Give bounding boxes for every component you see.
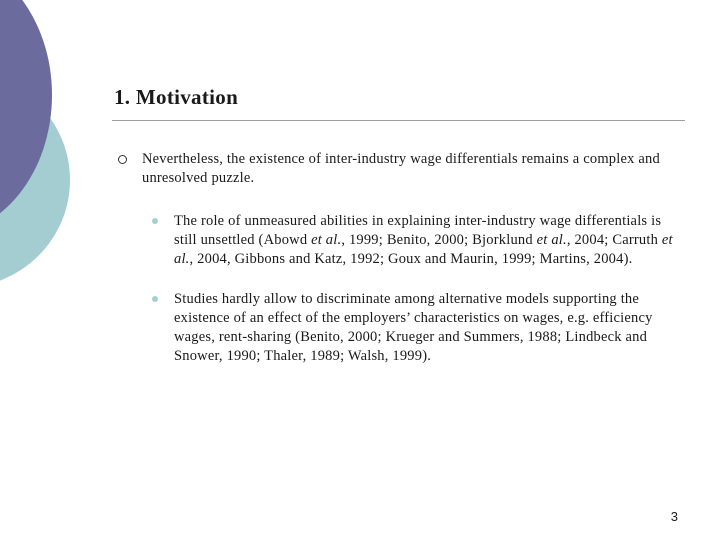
sub-bullet-models	[150, 290, 675, 366]
dot-bullet-icon	[152, 218, 158, 224]
ring-bullet-icon	[118, 155, 127, 164]
main-bullet	[114, 150, 674, 188]
sub-bullet-text	[174, 212, 675, 269]
dot-bullet-icon	[152, 296, 158, 302]
sub-bullet-list	[150, 212, 675, 383]
slide-title: 1. Motivation	[114, 85, 239, 109]
decorative-circles	[0, 0, 120, 300]
sub-bullet-abilities	[150, 212, 675, 269]
page-number: 3	[670, 509, 678, 524]
italic-run: et al.	[311, 232, 342, 248]
title-divider	[112, 120, 685, 121]
text-run: The role of unmeasured abilities in explaining inter-industry wage differentials is still unsettled (Abowd	[174, 213, 662, 248]
main-bullet-text: Nevertheless, the existence of inter-industry wage differentials remains a complex and unresolved puzzle.	[142, 151, 660, 186]
italic-run: et al.	[174, 232, 673, 267]
italic-run: et al.	[536, 232, 567, 248]
text-run: , 2004; Carruth	[566, 232, 662, 248]
text-run: , 1999; Benito, 2000; Bjorklund	[341, 232, 537, 248]
text-run: , 2004, Gibbons and Katz, 1992; Goux and Maurin, 1999; Martins, 2004).	[189, 251, 633, 267]
sub-bullet-text: Studies hardly allow to discriminate among alternative models supporting the existence of an effect of the employers’ characteristics on wages, e.g. efficiency wages, rent-sharing (Benito, 2000; Krueger and Summers, 1988; Lindbeck and Snower, 1990; Thaler, 1989; Walsh, 1999).	[174, 291, 653, 364]
